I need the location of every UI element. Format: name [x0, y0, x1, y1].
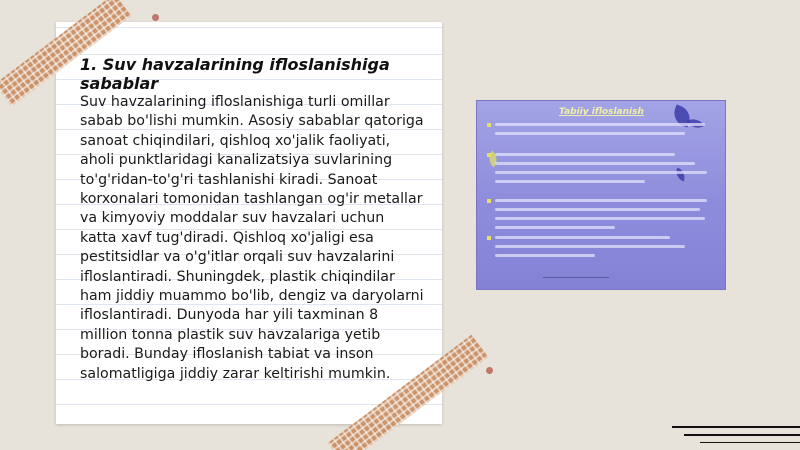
slide-heading: 1. Suv havzalarining ifloslanishiga sabablar	[80, 55, 390, 93]
blurred-text-line	[495, 217, 705, 220]
blurred-text-line	[495, 132, 685, 135]
decorative-line	[684, 434, 800, 436]
blurred-text-line	[495, 153, 675, 156]
decorative-line	[672, 426, 800, 428]
blurred-text-line	[495, 162, 695, 165]
blurred-text-line	[495, 254, 595, 257]
inserted-slide-picture[interactable]	[476, 100, 726, 290]
picture-title: Tabiiy ifloslanish	[559, 107, 644, 117]
bullet-icon	[487, 123, 491, 127]
pin-dot	[152, 14, 159, 21]
leaf-icon	[673, 167, 687, 181]
blurred-text-line	[495, 226, 615, 229]
blurred-text-line	[495, 171, 707, 174]
blurred-text-line	[495, 236, 670, 239]
slide-body-text: Suv havzalarining ifloslanishiga turli omillar sabab bo'lishi mumkin. Asosiy sabablar qatoriga sanoat chiqindilari, qishloq xo'jalik faoliyati, aholi punktlaridagi kanalizatsiya suvlarining to'g'ridan-to'g'ri tashlanishi kiradi. Sanoat korxonalari tomonidan tashlangan og'ir metallar va kimyoviy moddalar suv havzalari uchun katta xavf tug'diradi. Qishloq xo'jaligi esa pestitsidlar va o'g'itlar orqali suv havzalarini ifloslantiradi. Shuningdek, plastik chiqindilar ham jiddiy muammo bo'lib, dengiz va daryolarni ifloslantiradi. Dunyoda har yili taxminan 8 million tonna plastik suv havzalariga yetib boradi. Bunday ifloslanish tabiat va inson salomatligiga jiddiy zarar keltirishi mumkin.	[80, 94, 424, 382]
blurred-text-line	[495, 199, 707, 202]
blurred-text-line	[495, 180, 645, 183]
blurred-text-line	[495, 245, 685, 248]
bullet-icon	[487, 236, 491, 240]
picture-signature-line	[543, 277, 609, 279]
bullet-icon	[487, 153, 491, 157]
blurred-text-line	[495, 123, 705, 126]
pin-dot	[486, 367, 493, 374]
bullet-icon	[487, 199, 491, 203]
decorative-line	[700, 442, 800, 443]
blurred-text-line	[495, 208, 700, 211]
